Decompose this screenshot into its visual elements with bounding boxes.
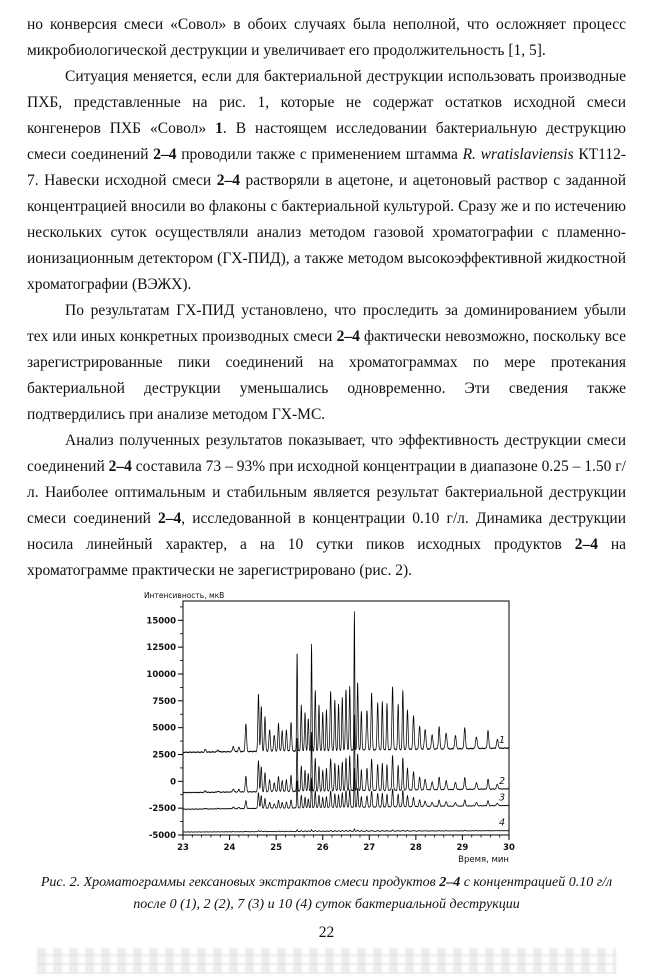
y-tick-label: -5000 — [148, 831, 176, 841]
x-tick-label: 29 — [456, 843, 469, 853]
text-run: . В настоящем исследовании бактериальную деструкцию смеси соединений — [27, 120, 627, 163]
text-run: R. wratislaviensis — [462, 146, 574, 163]
y-tick-label: 12500 — [146, 643, 176, 654]
text-run: 2–4 — [574, 536, 598, 553]
y-tick-label: 7500 — [152, 696, 176, 707]
text-run: Рис. 2. Хроматограммы гексановых экстрактов смеси продуктов — [40, 875, 440, 890]
x-tick-label: 30 — [503, 843, 515, 853]
text-run: 2–4 — [336, 328, 360, 345]
y-tick-label: 10000 — [146, 669, 176, 680]
text-run: По результатам ГХ-ПИД установлено, что проследить за доминированием убыли тех или иных конкретных производных смеси — [27, 302, 626, 345]
trace-label-1: 1 — [498, 735, 506, 747]
text-run: 2–4 — [158, 510, 182, 527]
figure-chromatogram — [143, 591, 515, 865]
paragraph — [27, 298, 626, 428]
text-run: КТ112-7. Навески исходной смеси — [27, 146, 626, 189]
trace-4 — [183, 829, 509, 832]
text-run: растворяли в ацетоне, и ацетоновый раствор с заданной концентрацией вносили во флаконы с бактериальной культурой. Сразу же и по истечению нескольких суток осуществляли анализ методом газовой хроматографии с пламенно-ионизационным детектором (ГХ-ПИД), а также методом высокоэффективной жидкостной хроматографии (ВЭЖХ). — [27, 172, 626, 293]
text-run: составила 73 – 93% при исходной концентрации в диапазоне 0.25 – 1.50 г/л. Наиболее оптимальным и стабильным является результат бактериальной деструкции смеси соединений — [27, 458, 626, 527]
trace-label-2: 2 — [498, 775, 506, 787]
text-run: но конверсия смеси «Совол» в обоих случаях была неполной, что осложняет процесс микробиологической деструкции и увеличивает его продолжительность [1, 5]. — [27, 16, 626, 59]
text-run: Анализ полученных результатов показывает, что эффективность деструкции смеси соединений — [27, 432, 626, 475]
y-tick-label: 5000 — [152, 723, 176, 734]
paragraph — [27, 12, 626, 64]
text-run: фактически невозможно, поскольку все зарегистрированные пики соединений на хроматограммах по мере протекания бактериальной деструкции уменьшались одновременно. Эти сведения также подтвердились при анализе методом ГХ-МС. — [27, 328, 626, 423]
text-run: на хроматограмме практически не зарегистрировано (рис. 2). — [27, 536, 626, 579]
x-tick-label: 27 — [363, 843, 376, 853]
text-run: 2–4 — [153, 146, 177, 163]
trace-label-4: 4 — [498, 817, 506, 829]
x-tick-label: 28 — [409, 843, 422, 853]
x-tick-label: 26 — [316, 843, 329, 853]
y-tick-label: -2500 — [148, 804, 176, 815]
x-tick-label: 24 — [223, 843, 236, 853]
trace-2 — [183, 715, 509, 793]
text-run: 2–4 — [108, 458, 132, 475]
trace-1 — [183, 612, 509, 753]
x-axis-label: Время, мин — [458, 855, 509, 865]
plot-frame — [183, 601, 509, 835]
text-run: проводили также с применением штамма — [176, 146, 463, 163]
x-tick-label: 23 — [177, 843, 189, 853]
text-run: с концентрацией 0.10 г/л после 0 (1), 2 (2), 7 (3) и 10 (4) суток бактериальной деструкции — [133, 875, 613, 912]
paragraph — [27, 64, 626, 298]
text-run: 2–4 — [439, 875, 461, 890]
trace-label-3: 3 — [498, 792, 506, 804]
text-run: 2–4 — [216, 172, 240, 189]
paragraph — [27, 428, 626, 584]
y-tick-label: 0 — [170, 777, 176, 788]
chromatogram-chart — [143, 591, 515, 865]
y-axis-label: Интенсивность, мкВ — [144, 591, 225, 600]
text-run: 1 — [215, 120, 223, 137]
y-tick-label: 15000 — [146, 616, 176, 627]
y-tick-label: 2500 — [152, 750, 176, 761]
figure-caption — [27, 872, 626, 915]
text-run: Ситуация меняется, если для бактериальной деструкции использовать производные ПХБ, представленные на рис. 1, которые не содержат остатков исходной смеси конгенеров ПХБ «Совол» — [27, 68, 626, 137]
page-number: 22 — [318, 924, 335, 941]
x-tick-label: 25 — [270, 843, 283, 853]
bleed-through-text — [37, 948, 616, 974]
text-run: , исследованной в концентрации 0.10 г/л. Динамика деструкции носила линейный характер, а на 10 сутки пиков исходных продуктов — [27, 510, 626, 553]
